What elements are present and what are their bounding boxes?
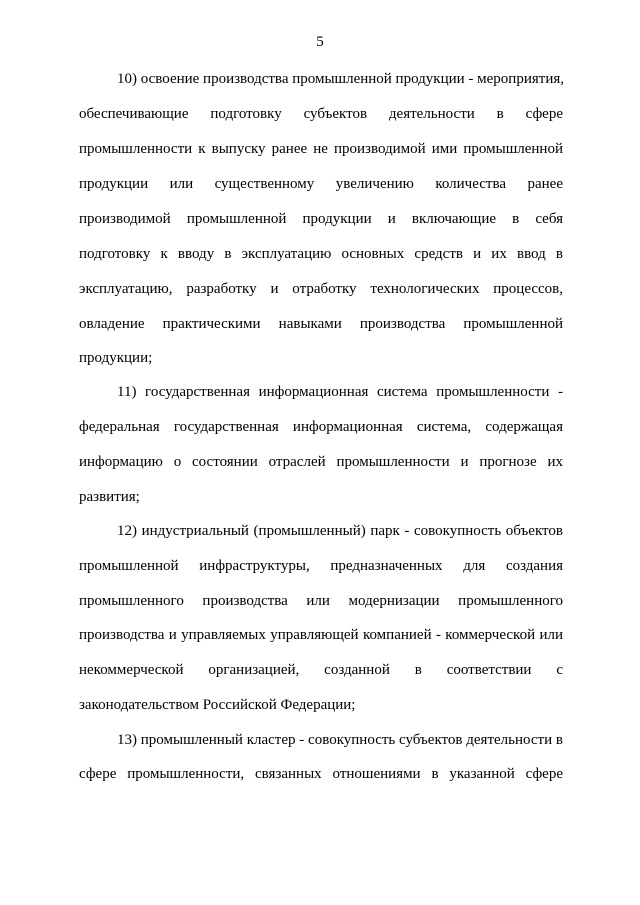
paragraph-10-line-4: продукции или существенному увеличению количества ранее bbox=[79, 176, 563, 192]
paragraph-10-line-7: эксплуатацию, разработку и отработку технологических процессов, bbox=[79, 281, 563, 297]
paragraph-12-line-3: промышленного производства или модернизации промышленного bbox=[79, 593, 563, 609]
paragraph-11-line-3: информацию о состоянии отраслей промышленности и прогнозе их bbox=[79, 454, 563, 470]
paragraph-10-line-9: продукции; bbox=[79, 350, 153, 366]
paragraph-10-line-8: овладение практическими навыками производства промышленной bbox=[79, 316, 563, 332]
paragraph-10-line-5: производимой промышленной продукции и включающие в себя bbox=[79, 211, 563, 227]
paragraph-11-line-4: развития; bbox=[79, 489, 140, 505]
paragraph-12-line-2: промышленной инфраструктуры, предназначенных для создания bbox=[79, 558, 563, 574]
paragraph-12-line-6: законодательством Российской Федерации; bbox=[79, 697, 356, 713]
page-number: 5 bbox=[316, 34, 324, 50]
paragraph-11-line-1: 11) государственная информационная система промышленности - bbox=[117, 384, 563, 400]
paragraph-11-line-2: федеральная государственная информационная система, содержащая bbox=[79, 419, 563, 435]
paragraph-13-line-2: сфере промышленности, связанных отношениями в указанной сфере bbox=[79, 766, 563, 782]
paragraph-12-line-5: некоммерческой организацией, созданной в соответствии с bbox=[79, 662, 563, 678]
paragraph-12-line-1: 12) индустриальный (промышленный) парк - совокупность объектов bbox=[117, 523, 563, 539]
paragraph-10-line-3: промышленности к выпуску ранее не производимой ими промышленной bbox=[79, 141, 563, 157]
paragraph-10-line-1: 10) освоение производства промышленной продукции - мероприятия, bbox=[117, 71, 564, 87]
paragraph-10-line-6: подготовку к вводу в эксплуатацию основных средств и их ввод в bbox=[79, 246, 563, 262]
paragraph-13-line-1: 13) промышленный кластер - совокупность субъектов деятельности в bbox=[117, 732, 563, 748]
paragraph-12-line-4: производства и управляемых управляющей компанией - коммерческой или bbox=[79, 627, 563, 643]
paragraph-10-line-2: обеспечивающие подготовку субъектов деятельности в сфере bbox=[79, 106, 563, 122]
